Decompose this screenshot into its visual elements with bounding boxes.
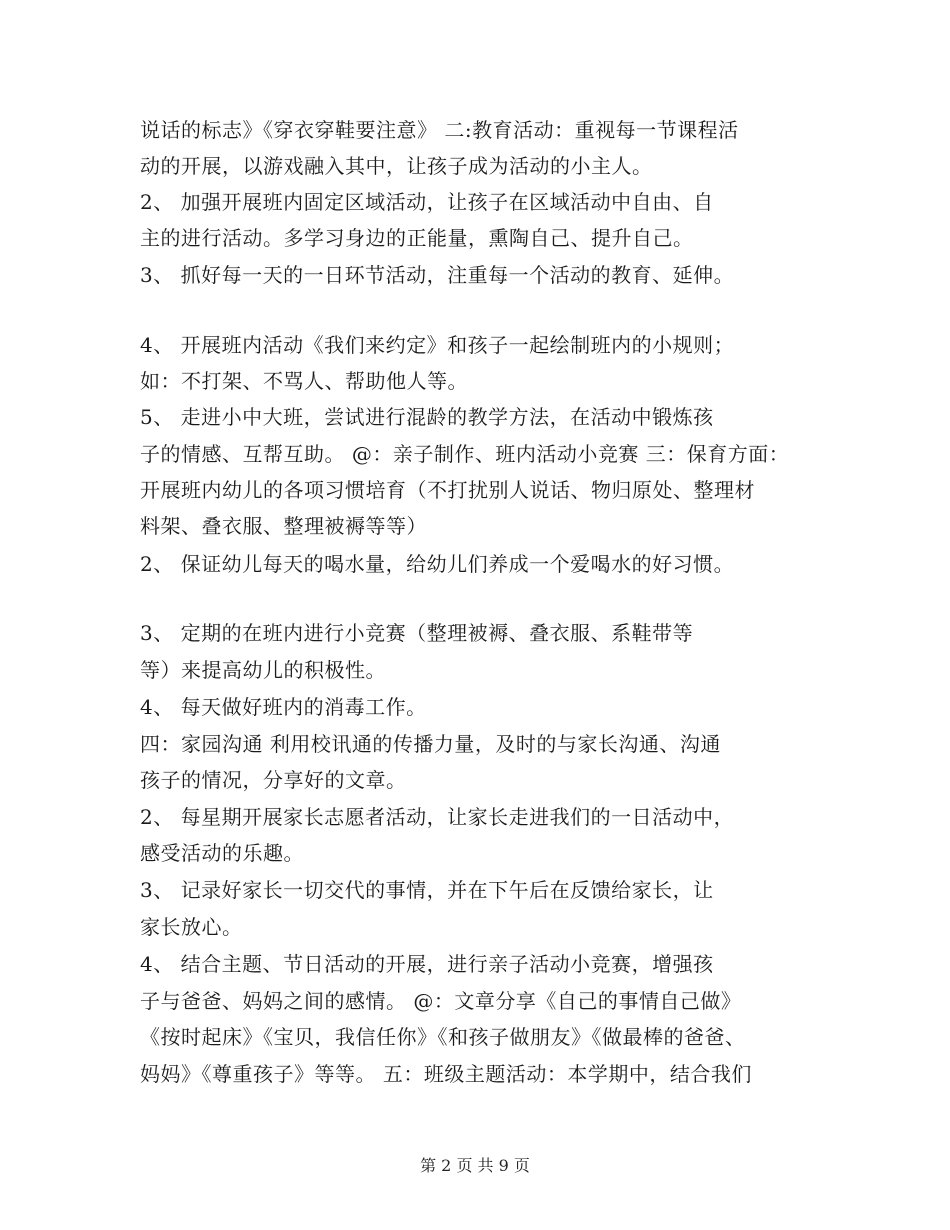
paragraph-line: 4、 开展班内活动《我们来约定》和孩子一起绘制班内的小规则；	[140, 333, 735, 357]
paragraph-line: 家长放心。	[140, 915, 243, 939]
paragraph-line: 妈妈》《尊重孩子》等等。 五：班级主题活动：本学期中，结合我们	[140, 1062, 752, 1086]
paragraph-line: 动的开展，以游戏融入其中，让孩子成为活动的小主人。	[140, 154, 653, 178]
paragraph-line: 料架、叠衣服、整理被褥等等）	[140, 514, 427, 538]
paragraph-line: 3、 抓好每一天的一日环节活动，注重每一个活动的教育、延伸。	[140, 263, 735, 287]
paragraph-line: 子的情感、互帮互助。 @：亲子制作、班内活动小竞赛 三：保育方面：	[140, 442, 790, 466]
paragraph-line: 子与爸爸、妈妈之间的感情。 @：文章分享《自己的事情自己做》	[140, 989, 742, 1013]
paragraph-line: 3、 定期的在班内进行小竞赛（整理被褥、叠衣服、系鞋带等	[140, 621, 694, 645]
paragraph-line: 孩子的情况，分享好的文章。	[140, 768, 407, 792]
paragraph-line: 5、 走进小中大班，尝试进行混龄的教学方法，在活动中锻炼孩	[140, 405, 714, 429]
paragraph-line: 3、 记录好家长一切交代的事情，并在下午后在反馈给家长，让	[140, 878, 714, 902]
paragraph-line: 说话的标志》《穿衣穿鞋要注意》 二:教育活动：重视每一节课程活	[140, 118, 739, 142]
paragraph-line: 4、 结合主题、节日活动的开展，进行亲子活动小竞赛，增强孩	[140, 952, 714, 976]
paragraph-line: 4、 每天做好班内的消毒工作。	[140, 695, 427, 719]
paragraph-line: 感受活动的乐趣。	[140, 841, 304, 865]
paragraph-line: 2、 每星期开展家长志愿者活动，让家长走进我们的一日活动中，	[140, 805, 735, 829]
paragraph-line: 等）来提高幼儿的积极性。	[140, 658, 386, 682]
paragraph-line: 主的进行活动。多学习身边的正能量，熏陶自己、提升自己。	[140, 226, 694, 250]
paragraph-line: 2、 保证幼儿每天的喝水量，给幼儿们养成一个爱喝水的好习惯。	[140, 552, 735, 576]
paragraph-line: 2、 加强开展班内固定区域活动，让孩子在区域活动中自由、自	[140, 190, 714, 214]
paragraph-line: 如：不打架、不骂人、帮助他人等。	[140, 369, 468, 393]
paragraph-line: 《按时起床》《宝贝，我信任你》《和孩子做朋友》《做最棒的爸爸、	[140, 1025, 746, 1049]
page-number-footer: 第 2 页 共 9 页	[420, 1156, 530, 1175]
paragraph-line: 开展班内幼儿的各项习惯培育（不打扰别人说话、物归原处、整理材	[140, 478, 755, 502]
paragraph-line: 四：家园沟通 利用校讯通的传播力量，及时的与家长沟通、沟通	[140, 732, 721, 756]
